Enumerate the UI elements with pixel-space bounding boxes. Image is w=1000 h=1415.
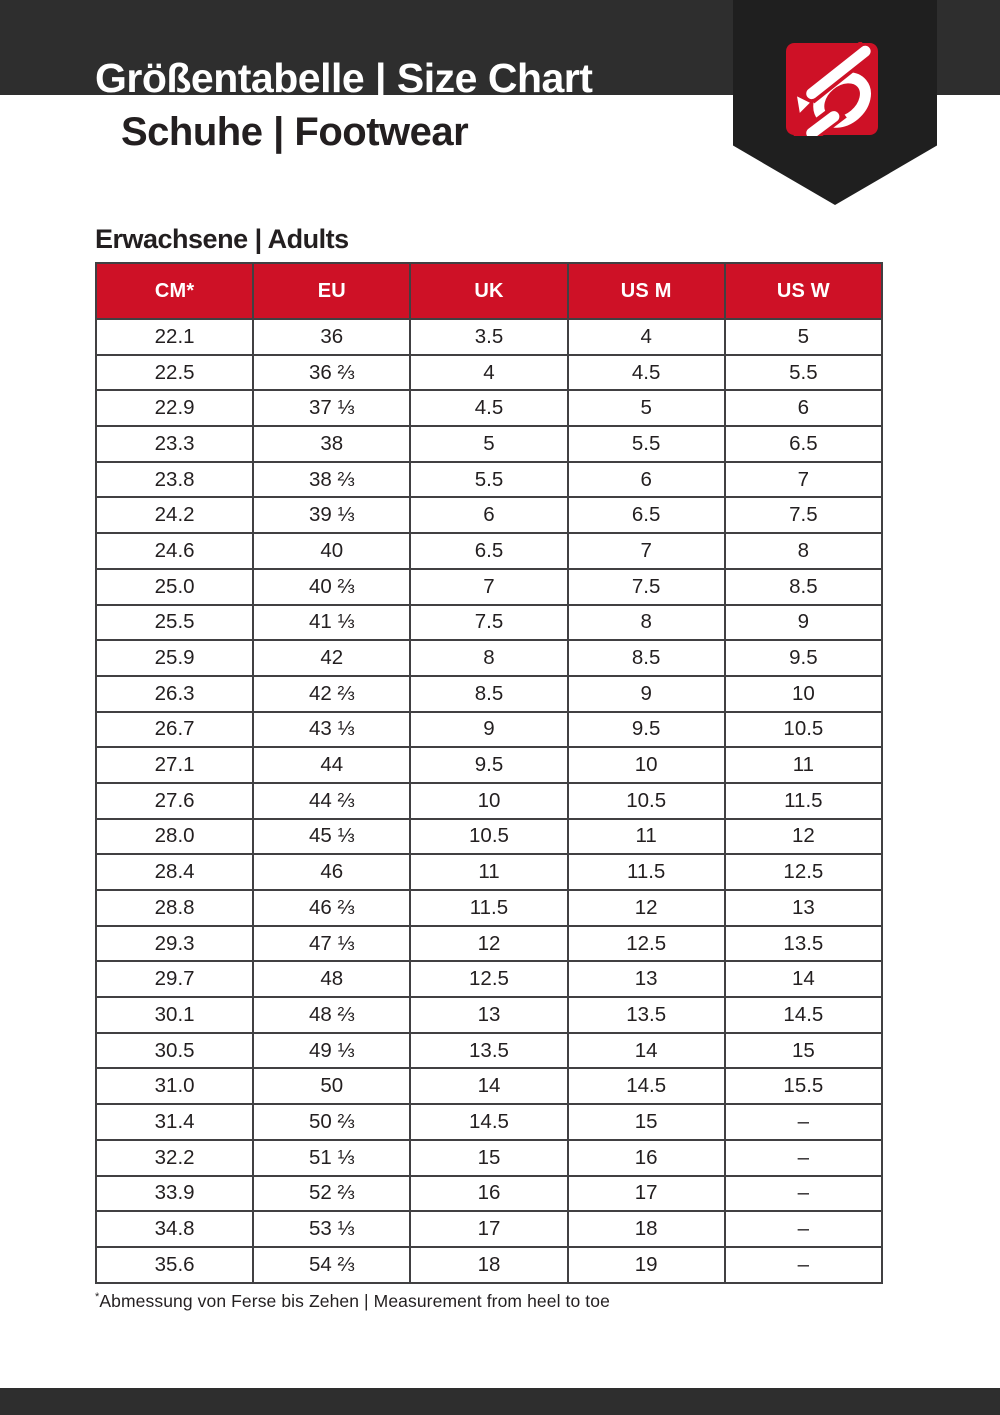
table-cell: 10 [568, 747, 725, 783]
table-cell: 12 [410, 926, 567, 962]
table-cell: – [725, 1140, 882, 1176]
table-cell: 17 [410, 1211, 567, 1247]
table-cell: 45 ⅓ [253, 819, 410, 855]
table-cell: 4 [568, 319, 725, 355]
table-row [96, 390, 882, 426]
table-cell: 31.0 [96, 1068, 253, 1104]
table-cell: 34.8 [96, 1211, 253, 1247]
table-cell: 11.5 [410, 890, 567, 926]
table-cell: 25.9 [96, 640, 253, 676]
table-cell: 46 [253, 854, 410, 890]
table-cell: 28.0 [96, 819, 253, 855]
table-cell: 36 ⅔ [253, 355, 410, 391]
table-cell: 14 [725, 961, 882, 997]
table-cell: 25.5 [96, 605, 253, 641]
brand-pennant [733, 0, 937, 205]
table-row [96, 533, 882, 569]
table-cell: 36 [253, 319, 410, 355]
table-cell: 6.5 [410, 533, 567, 569]
table-cell: 33.9 [96, 1176, 253, 1212]
table-cell: 15.5 [725, 1068, 882, 1104]
table-body [96, 319, 882, 1283]
table-cell: 9 [410, 712, 567, 748]
measurement-footnote [95, 1291, 610, 1312]
table-row [96, 1033, 882, 1069]
size-table [95, 262, 883, 1284]
table-cell: 10.5 [725, 712, 882, 748]
table-cell: 15 [725, 1033, 882, 1069]
table-cell: – [725, 1104, 882, 1140]
table-cell: 12 [725, 819, 882, 855]
table-cell: 9.5 [410, 747, 567, 783]
table-cell: 9 [568, 676, 725, 712]
table-cell: 11 [725, 747, 882, 783]
table-cell: 28.4 [96, 854, 253, 890]
table-cell: 14 [410, 1068, 567, 1104]
table-cell: 14.5 [725, 997, 882, 1033]
table-cell: 9 [725, 605, 882, 641]
table-cell: 29.3 [96, 926, 253, 962]
table-cell: 39 ⅓ [253, 497, 410, 533]
table-cell: 28.8 [96, 890, 253, 926]
table-cell: 48 ⅔ [253, 997, 410, 1033]
table-cell: 8 [410, 640, 567, 676]
table-row [96, 1176, 882, 1212]
table-cell: 47 ⅓ [253, 926, 410, 962]
table-cell: 23.3 [96, 426, 253, 462]
table-cell: 6 [410, 497, 567, 533]
table-cell: 9.5 [725, 640, 882, 676]
table-cell: 40 [253, 533, 410, 569]
table-cell: 11 [410, 854, 567, 890]
table-cell: 11 [568, 819, 725, 855]
table-cell: 6.5 [725, 426, 882, 462]
table-cell: 23.8 [96, 462, 253, 498]
table-row [96, 1104, 882, 1140]
table-cell: 7 [725, 462, 882, 498]
table-cell: 14.5 [568, 1068, 725, 1104]
table-cell: – [725, 1176, 882, 1212]
table-cell: 32.2 [96, 1140, 253, 1176]
table-cell: 40 ⅔ [253, 569, 410, 605]
table-cell: 18 [410, 1247, 567, 1283]
table-cell: 50 [253, 1068, 410, 1104]
table-cell: 38 ⅔ [253, 462, 410, 498]
table-cell: 22.5 [96, 355, 253, 391]
table-cell: 46 ⅔ [253, 890, 410, 926]
table-cell: 19 [568, 1247, 725, 1283]
table-cell: 38 [253, 426, 410, 462]
table-row [96, 497, 882, 533]
table-cell: 8 [568, 605, 725, 641]
table-cell: 16 [410, 1176, 567, 1212]
table-cell: 48 [253, 961, 410, 997]
table-cell: 44 [253, 747, 410, 783]
table-cell: 49 ⅓ [253, 1033, 410, 1069]
table-cell: 4.5 [410, 390, 567, 426]
table-cell: 12.5 [725, 854, 882, 890]
table-cell: 26.3 [96, 676, 253, 712]
table-cell: 5.5 [725, 355, 882, 391]
table-cell: 30.1 [96, 997, 253, 1033]
table-row [96, 854, 882, 890]
table-cell: 7.5 [410, 605, 567, 641]
table-cell: 42 [253, 640, 410, 676]
table-cell: 5 [725, 319, 882, 355]
table-cell: 52 ⅔ [253, 1176, 410, 1212]
footnote-text: Abmessung von Ferse bis Zehen | Measurement from heel to toe [99, 1291, 610, 1311]
table-cell: 13.5 [410, 1033, 567, 1069]
table-row [96, 747, 882, 783]
table-row [96, 819, 882, 855]
table-cell: 8 [725, 533, 882, 569]
table-cell: 27.6 [96, 783, 253, 819]
table-cell: 42 ⅔ [253, 676, 410, 712]
table-cell: 41 ⅓ [253, 605, 410, 641]
table-row [96, 605, 882, 641]
table-cell: 10.5 [410, 819, 567, 855]
table-row [96, 1211, 882, 1247]
table-cell: 12.5 [568, 926, 725, 962]
table-cell: 37 ⅓ [253, 390, 410, 426]
table-cell: – [725, 1211, 882, 1247]
table-cell: 22.1 [96, 319, 253, 355]
column-header-eu: EU [253, 263, 410, 319]
table-cell: 6.5 [568, 497, 725, 533]
table-cell: 17 [568, 1176, 725, 1212]
footnote-marker: * [95, 1291, 100, 1304]
table-cell: 5 [568, 390, 725, 426]
table-cell: 7 [410, 569, 567, 605]
table-cell: 4.5 [568, 355, 725, 391]
table-cell: 35.6 [96, 1247, 253, 1283]
section-heading-adults: Erwachsene | Adults [95, 224, 349, 254]
table-cell: 8.5 [725, 569, 882, 605]
table-cell: 8.5 [568, 640, 725, 676]
table-row [96, 462, 882, 498]
table-cell: 10.5 [568, 783, 725, 819]
table-cell: 5 [410, 426, 567, 462]
table-cell: 16 [568, 1140, 725, 1176]
table-row [96, 961, 882, 997]
column-header-cm: CM* [96, 263, 253, 319]
table-row [96, 712, 882, 748]
table-cell: 11.5 [568, 854, 725, 890]
table-cell: 25.0 [96, 569, 253, 605]
table-cell: 43 ⅓ [253, 712, 410, 748]
table-row [96, 319, 882, 355]
table-cell: 5.5 [410, 462, 567, 498]
table-cell: 7.5 [725, 497, 882, 533]
table-cell: 24.2 [96, 497, 253, 533]
page-title: Größentabelle | Size Chart [95, 55, 593, 101]
table-row [96, 1247, 882, 1283]
table-header-row [96, 263, 882, 319]
table-cell: 26.7 [96, 712, 253, 748]
table-cell: 27.1 [96, 747, 253, 783]
table-cell: 12.5 [410, 961, 567, 997]
table-cell: 13 [725, 890, 882, 926]
page-subtitle: Schuhe | Footwear [121, 110, 469, 154]
table-cell: 5.5 [568, 426, 725, 462]
table-row [96, 890, 882, 926]
footer-bar [0, 1388, 1000, 1415]
table-row [96, 640, 882, 676]
table-cell: – [725, 1247, 882, 1283]
table-cell: 44 ⅔ [253, 783, 410, 819]
table-cell: 6 [725, 390, 882, 426]
table-cell: 10 [410, 783, 567, 819]
table-cell: 13.5 [568, 997, 725, 1033]
table-cell: 12 [568, 890, 725, 926]
column-header-us-m: US M [568, 263, 725, 319]
table-row [96, 997, 882, 1033]
table-cell: 3.5 [410, 319, 567, 355]
table-row [96, 1068, 882, 1104]
table-cell: 54 ⅔ [253, 1247, 410, 1283]
table-row [96, 426, 882, 462]
table-cell: 51 ⅓ [253, 1140, 410, 1176]
table-cell: 31.4 [96, 1104, 253, 1140]
table-cell: 15 [410, 1140, 567, 1176]
table-cell: 10 [725, 676, 882, 712]
column-header-us-w: US W [725, 263, 882, 319]
table-cell: 50 ⅔ [253, 1104, 410, 1140]
table-cell: 53 ⅓ [253, 1211, 410, 1247]
table-cell: 30.5 [96, 1033, 253, 1069]
table-cell: 14 [568, 1033, 725, 1069]
table-cell: 13.5 [725, 926, 882, 962]
table-cell: 22.9 [96, 390, 253, 426]
table-cell: 7 [568, 533, 725, 569]
table-cell: 4 [410, 355, 567, 391]
table-cell: 11.5 [725, 783, 882, 819]
table-row [96, 676, 882, 712]
table-cell: 13 [568, 961, 725, 997]
table-cell: 13 [410, 997, 567, 1033]
table-cell: 9.5 [568, 712, 725, 748]
table-cell: 18 [568, 1211, 725, 1247]
table-cell: 14.5 [410, 1104, 567, 1140]
five-ten-logo-icon [786, 42, 878, 136]
table-cell: 6 [568, 462, 725, 498]
table-row [96, 569, 882, 605]
table-cell: 15 [568, 1104, 725, 1140]
table-row [96, 1140, 882, 1176]
table-cell: 24.6 [96, 533, 253, 569]
table-row [96, 783, 882, 819]
table-row [96, 926, 882, 962]
column-header-uk: UK [410, 263, 567, 319]
table-cell: 29.7 [96, 961, 253, 997]
table-row [96, 355, 882, 391]
table-cell: 8.5 [410, 676, 567, 712]
table-cell: 7.5 [568, 569, 725, 605]
